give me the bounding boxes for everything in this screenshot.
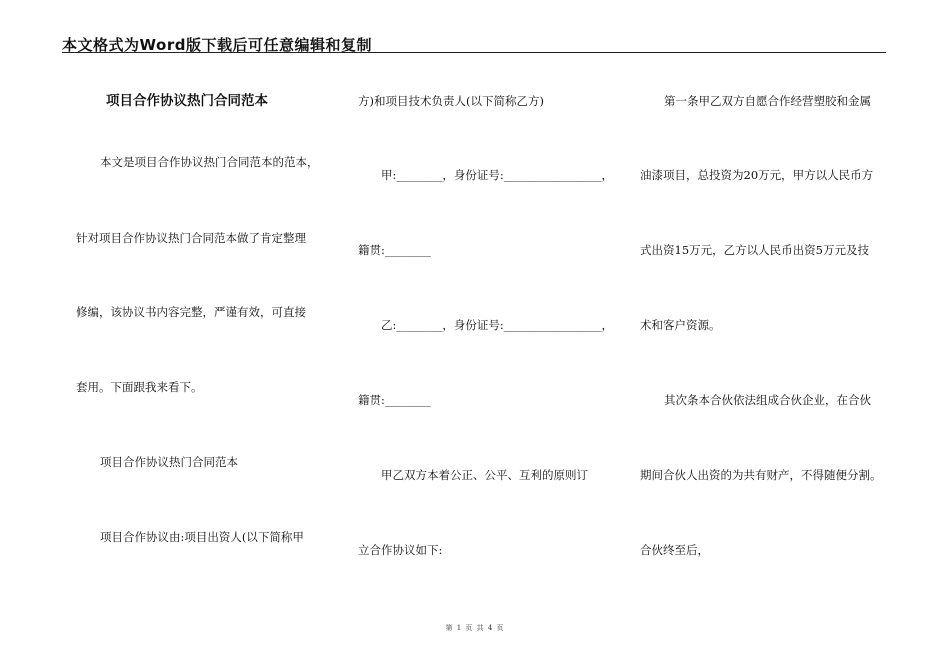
text-line: 修编，该协议书内容完整，严谨有效，可直接 bbox=[76, 305, 306, 319]
party-a-origin-field: 籍贯:________ bbox=[358, 243, 431, 257]
clause-2: 其次条本合伙依法组成合伙企业，在合伙 bbox=[664, 393, 871, 407]
text-line: 式出资15万元，乙方以人民币出资5万元及技 bbox=[640, 243, 869, 257]
text-line: 立合作协议如下: bbox=[358, 543, 443, 557]
party-b-origin-field: 籍贯:________ bbox=[358, 393, 431, 407]
text-column-2 bbox=[357, 0, 622, 672]
download-banner: 本文格式为Word版下载后可任意编辑和复制 bbox=[62, 36, 372, 54]
text-line: 针对项目合作协议热门合同范本做了肯定整理 bbox=[76, 231, 306, 245]
text-line: 方)和项目技术负责人(以下简称乙方) bbox=[358, 94, 544, 108]
text-line: 项目合作协议由:项目出资人(以下简称甲 bbox=[100, 530, 304, 544]
document-title: 项目合作协议热门合同范本 bbox=[106, 93, 268, 109]
text-line: 甲乙双方本着公正、公平、互利的原则订 bbox=[381, 468, 588, 482]
party-b-field: 乙:________，身份证号:_________________， bbox=[381, 318, 613, 332]
clause-1: 第一条甲乙双方自愿合作经营塑胶和金属 bbox=[664, 94, 871, 108]
text-column-3 bbox=[638, 0, 893, 672]
text-line: 术和客户资源。 bbox=[640, 318, 721, 332]
text-line: 油漆项目，总投资为20万元，甲方以人民币方 bbox=[640, 168, 874, 182]
party-a-field: 甲:________，身份证号:_________________， bbox=[381, 168, 613, 182]
text-line: 本文是项目合作协议热门合同范本的范本， bbox=[100, 155, 319, 169]
text-column-1 bbox=[62, 0, 332, 672]
page-number: 第 1 页 共 4 页 bbox=[445, 624, 505, 632]
section-heading: 项目合作协议热门合同范本 bbox=[100, 455, 238, 469]
text-line: 套用。下面跟我来看下。 bbox=[76, 380, 203, 394]
text-line: 期间合伙人出资的为共有财产，不得随便分割。 bbox=[640, 468, 882, 482]
text-line: 合伙终至后， bbox=[640, 543, 709, 557]
